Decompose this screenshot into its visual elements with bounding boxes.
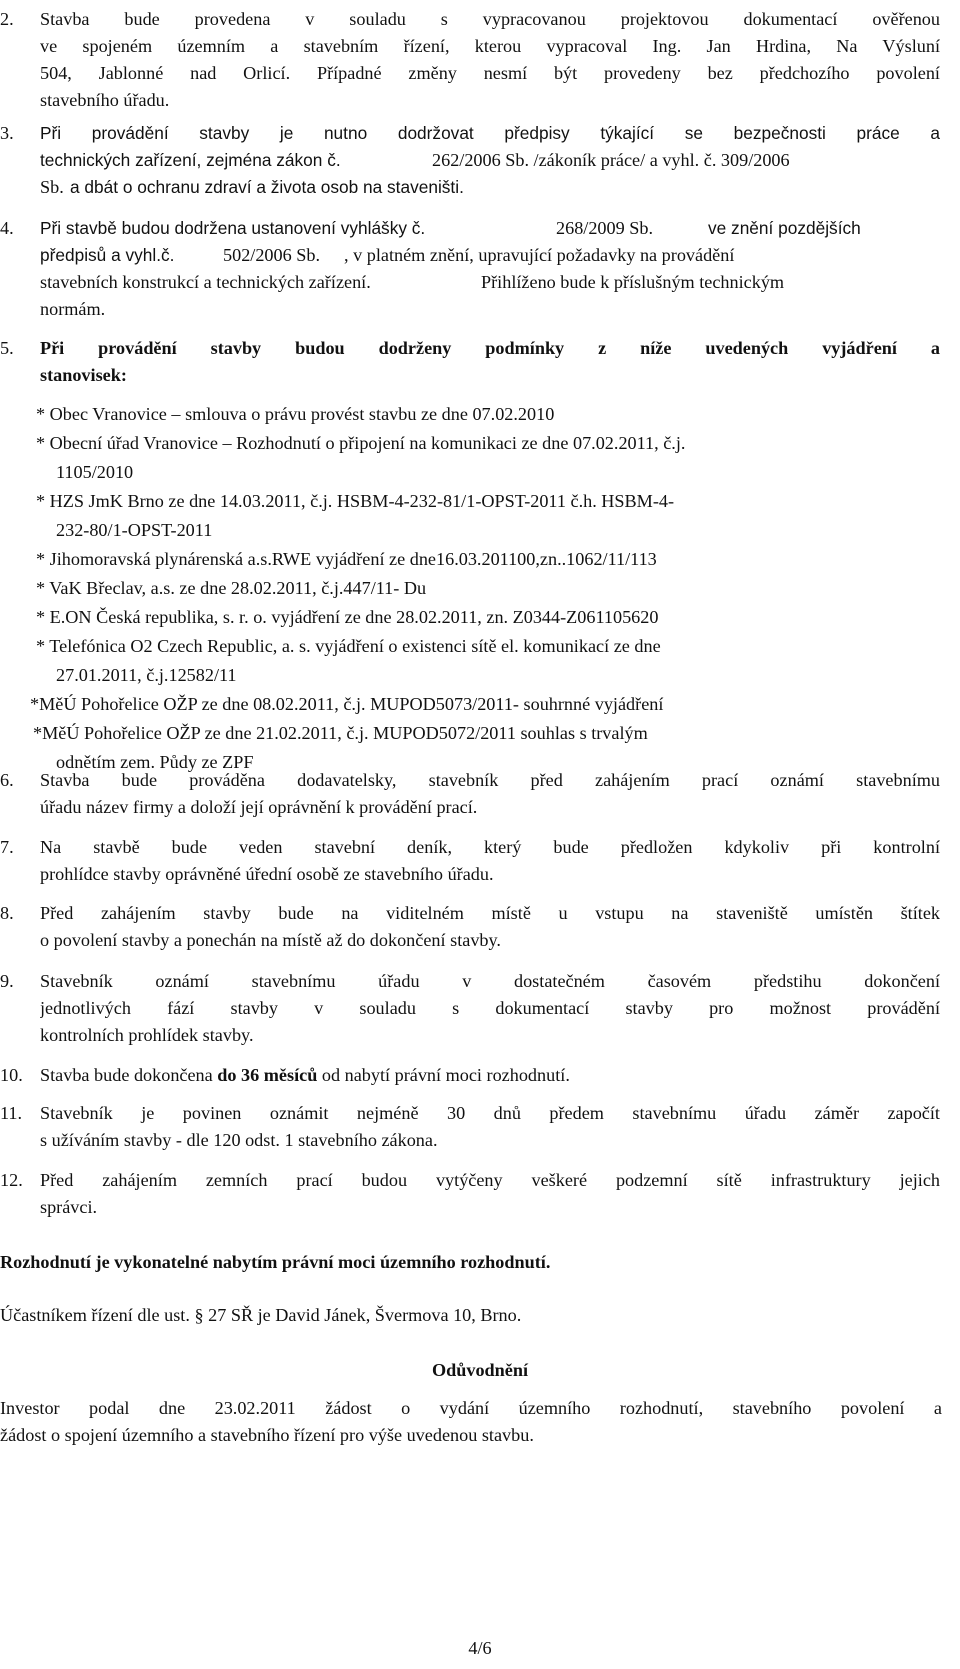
condition-number: 3.: [0, 123, 14, 143]
text-segment: 268/2009 Sb.: [556, 218, 654, 238]
text-line: [40, 242, 940, 269]
text-line: s užíváním stavby - dle 120 odst. 1 stavebního zákona.: [40, 1130, 438, 1150]
text-line: Před zahájením zemních prací budou vytýčeny veškeré podzemní sítě infrastruktury jejich: [40, 1170, 940, 1190]
list-item: * HZS JmK Brno ze dne 14.03.2011, č.j. HSBM-4-232-81/1-OPST-2011 č.h. HSBM-4-: [36, 491, 675, 511]
list-item: *MěÚ Pohořelice OŽP ze dne 21.02.2011, č.j. MUPOD5072/2011 souhlas s trvalým: [33, 723, 648, 743]
deadline: do 36 měsíců: [217, 1065, 318, 1085]
text-line: kontrolních prohlídek stavby.: [40, 1025, 254, 1045]
list-item: * Jihomoravská plynárenská a.s.RWE vyjádření ze dne16.03.201100,zn..1062/11/113: [36, 549, 657, 569]
reasoning-heading: Odůvodnění: [431, 1360, 529, 1380]
text-line: úřadu název firmy a doloží její oprávnění k provádění prací.: [40, 797, 478, 817]
text-segment: , v platném znění, upravující požadavky na provádění: [344, 245, 735, 265]
list-item: 1105/2010: [56, 462, 134, 482]
list-item: * VaK Břeclav, a.s. ze dne 28.02.2011, č.j.447/11- Du: [36, 578, 427, 598]
text-segment: od nabytí právní moci rozhodnutí.: [317, 1065, 570, 1085]
list-item: odnětím zem. Půdy ze ZPF: [56, 752, 254, 772]
text-segment: Stavba bude dokončena: [40, 1065, 218, 1085]
text-line: Investor podal dne 23.02.2011 žádost o vydání územního rozhodnutí, stavebního povolení a: [0, 1398, 942, 1418]
condition-text: [40, 968, 940, 1049]
condition-number: 6.: [0, 770, 14, 790]
condition-text: [40, 1062, 940, 1089]
condition-text: [40, 767, 940, 821]
text-segment: a dbát o ochranu zdraví a života osob na staveništi.: [70, 177, 464, 197]
text-line: [40, 1062, 940, 1089]
text-line: [40, 215, 940, 242]
section-mark: §: [194, 1305, 204, 1325]
list-item: * Obec Vranovice – smlouva o právu provést stavbu ze dne 07.02.2010: [36, 404, 555, 424]
condition-text: [40, 335, 940, 389]
text-line: Stavba bude prováděna dodavatelsky, stavebník před zahájením prací oznámí stavebnímu: [40, 770, 940, 790]
condition-number: 4.: [0, 218, 14, 238]
condition-number: 10.: [0, 1065, 23, 1085]
participant-statement: [0, 1302, 521, 1329]
text-line: [40, 269, 940, 296]
text-segment: 502/2006 Sb.: [223, 245, 321, 265]
text-segment: technických zařízení, zejména zákon č.: [40, 150, 341, 170]
condition-text: [40, 834, 940, 888]
text-line: ve spojeném územním a stavebním řízení, kterou vypracoval Ing. Jan Hrdina, Na Výsluní: [40, 36, 940, 56]
text-segment: 262/2006 Sb. /zákoník práce/ a vyhl. č. 309/2006: [432, 150, 790, 170]
text-line: správci.: [40, 1197, 98, 1217]
list-item: 27.01.2011, č.j.12582/11: [56, 665, 237, 685]
text-line: Na stavbě bude veden stavební deník, který bude předložen kdykoliv při kontrolní: [40, 837, 940, 857]
text-line: Stavebník je povinen oznámit nejméně 30 dnů předem stavebnímu úřadu záměr započít: [40, 1103, 940, 1123]
condition-number: 12.: [0, 1170, 23, 1190]
condition-text: [40, 6, 940, 114]
statement-list: [30, 401, 916, 778]
condition-number: 11.: [0, 1103, 23, 1123]
condition-number: 2.: [0, 9, 14, 29]
text-line: [40, 174, 940, 201]
enforceability-statement: Rozhodnutí je vykonatelné nabytím právní moci územního rozhodnutí.: [0, 1252, 551, 1272]
text-segment: ve znění pozdějších: [708, 218, 861, 238]
condition-number: 8.: [0, 903, 14, 923]
text-line: Při provádění stavby je nutno dodržovat předpisy týkající se bezpečnosti práce a: [40, 123, 940, 143]
condition-number: 5.: [0, 338, 14, 358]
text-line: Před zahájením stavby bude na viditelném místě u vstupu na staveniště umístěn štítek: [40, 903, 940, 923]
text-line: Stavba bude provedena v souladu s vypracovanou projektovou dokumentací ověřenou: [40, 9, 940, 29]
list-item: * Obecní úřad Vranovice – Rozhodnutí o připojení na komunikaci ze dne 07.02.2011, č.j.: [36, 433, 686, 453]
text-line: o povolení stavby a ponechán na místě až do dokončení stavby.: [40, 930, 501, 950]
condition-text: [40, 215, 940, 323]
text-segment: předpisů a vyhl.č.: [40, 245, 175, 265]
condition-text: [40, 1167, 940, 1221]
text-segment: stavebních konstrukcí a technických zařízení.: [40, 272, 371, 292]
condition-number: 7.: [0, 837, 14, 857]
text-line: prohlídce stavby oprávněné úřední osobě ze stavebního úřadu.: [40, 864, 494, 884]
condition-number: 9.: [0, 971, 14, 991]
text-line: Stavebník oznámí stavebnímu úřadu v dostatečném časovém předstihu dokončení: [40, 971, 940, 991]
condition-text: [40, 120, 940, 201]
reasoning-paragraph: [0, 1395, 942, 1449]
condition-text: [40, 1100, 940, 1154]
text-segment: Sb.: [40, 177, 64, 197]
list-item: * E.ON Česká republika, s. r. o. vyjádření ze dne 28.02.2011, zn. Z0344-Z061105620: [36, 607, 659, 627]
text-segment: 27 SŘ je David Jánek, Švermova 10, Brno.: [203, 1305, 522, 1325]
condition-heading: stanovisek:: [40, 365, 127, 385]
text-segment: Účastníkem řízení dle ust.: [0, 1305, 190, 1325]
page-number: 4/6: [468, 1638, 492, 1658]
condition-heading: Při provádění stavby budou dodrženy podmínky z níže uvedených vyjádření a: [40, 338, 940, 358]
text-line: žádost o spojení územního a stavebního řízení pro výše uvedenou stavbu.: [0, 1425, 534, 1445]
list-item: *MěÚ Pohořelice OŽP ze dne 08.02.2011, č.j. MUPOD5073/2011- souhrnné vyjádření: [30, 694, 664, 714]
list-item: * Telefónica O2 Czech Republic, a. s. vyjádření o existenci sítě el. komunikací ze dne: [36, 636, 661, 656]
text-segment: Při stavbě budou dodržena ustanovení vyhlášky č.: [40, 218, 426, 238]
text-line: [40, 147, 940, 174]
text-segment: Přihlíženo bude k příslušným technickým: [481, 272, 785, 292]
condition-text: [40, 900, 940, 954]
text-line: stavebního úřadu.: [40, 90, 170, 110]
text-line: jednotlivých fází stavby v souladu s dokumentací stavby pro možnost provádění: [40, 998, 940, 1018]
text-line: 504, Jablonné nad Orlicí. Případné změny nesmí být provedeny bez předchozího povolení: [40, 63, 940, 83]
list-item: 232-80/1-OPST-2011: [56, 520, 213, 540]
text-line: normám.: [40, 299, 106, 319]
